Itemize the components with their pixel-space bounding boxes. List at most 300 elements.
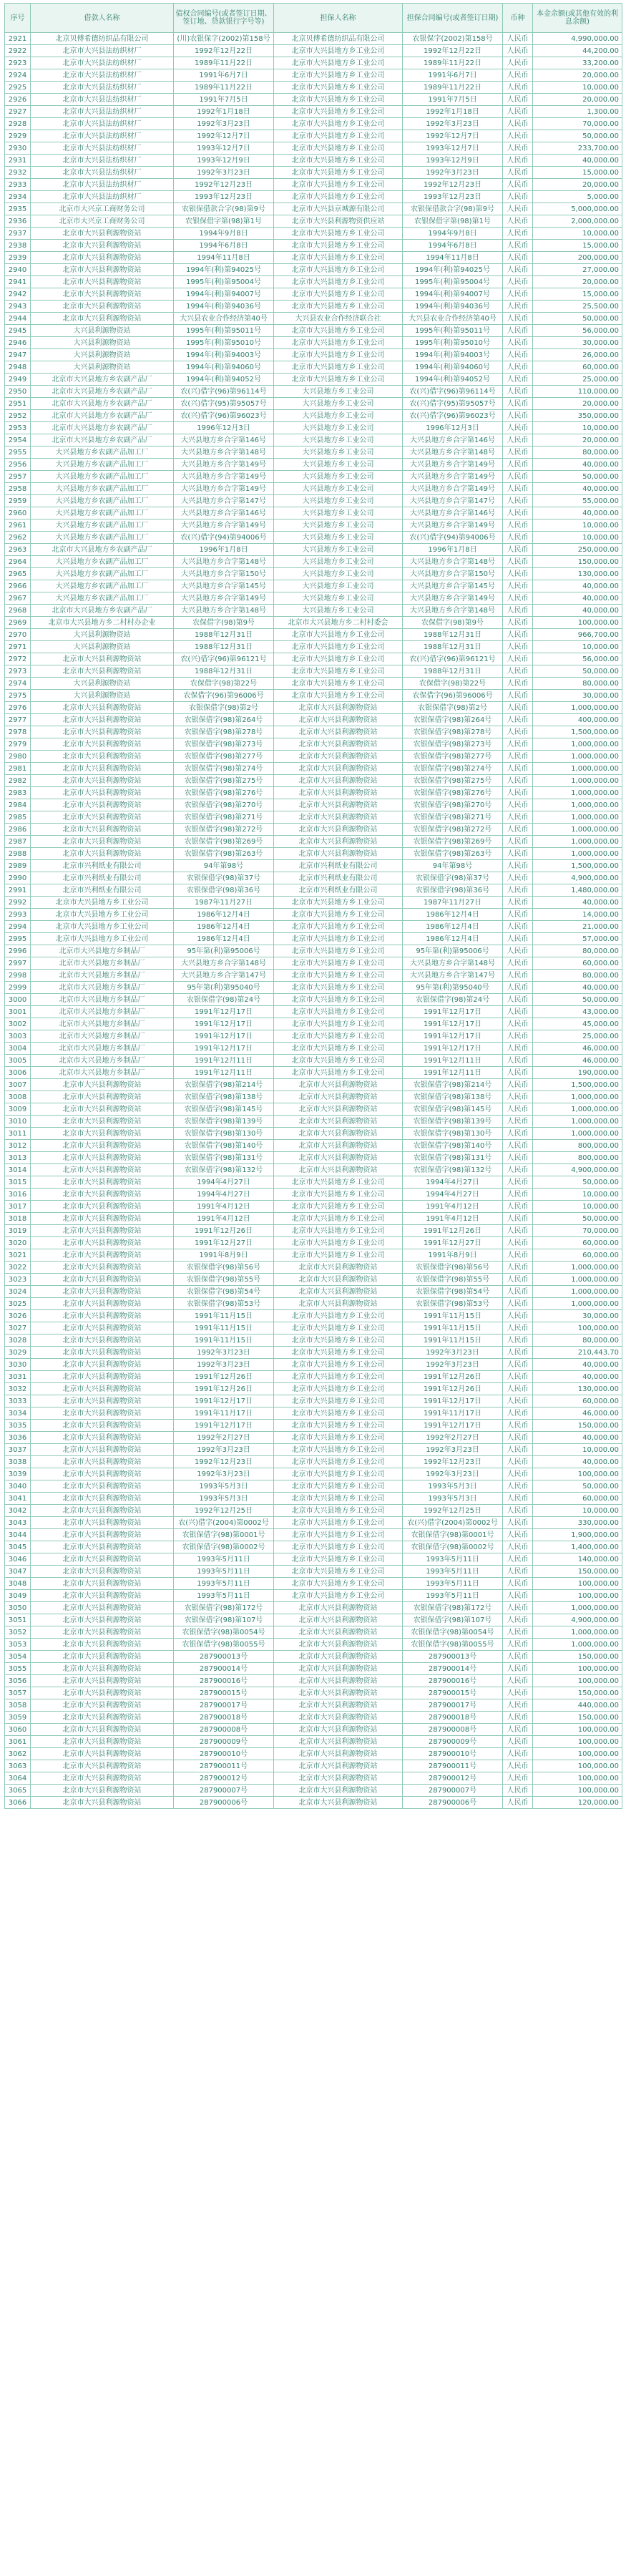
cell-guarantee-ref: 农保借字(98)第22号 [403,678,503,690]
table-row [5,361,622,374]
cell-guarantor: 北京贝傅希德纺织品有限公司 [274,33,403,45]
cell-amount: 40,000.00 [533,459,622,471]
cell-contract-ref: 1993年5月11日 [174,1590,274,1602]
cell-contract-ref: 1992年1月18日 [174,106,274,118]
table-row [5,1298,622,1310]
cell-amount: 1,300.00 [533,106,622,118]
cell-contract-ref: 农银保借字(98)第0055号 [174,1639,274,1651]
cell-guarantor: 大兴县地方乡工业公司 [274,592,403,605]
cell-seq: 3023 [5,1274,31,1286]
cell-amount: 1,400,000.00 [533,1541,622,1553]
cell-seq: 2974 [5,678,31,690]
cell-guarantee-ref: 农银保字(2002)第158号 [403,33,503,45]
cell-guarantor: 大兴县地方乡工业公司 [274,410,403,422]
cell-currency: 人民币 [503,1760,533,1772]
cell-currency: 人民币 [503,1371,533,1383]
cell-guarantee-ref: 大兴县地方乡合字第148号 [403,957,503,970]
cell-contract-ref: 农银保借字(98)第278号 [174,726,274,738]
cell-amount: 40,000.00 [533,483,622,495]
cell-guarantee-ref: 1991年12月26日 [403,1371,503,1383]
cell-guarantor: 北京市大兴县地方乡工业公司 [274,374,403,386]
cell-contract-ref: 1988年12月31日 [174,629,274,641]
cell-debtor: 北京市大兴县地方乡制品厂 [31,1055,174,1067]
cell-amount: 20,000.00 [533,179,622,191]
table-row [5,45,622,57]
cell-contract-ref: 大兴县地方乡合字第145号 [174,580,274,592]
cell-currency: 人民币 [503,556,533,568]
cell-guarantee-ref: 287900010号 [403,1748,503,1760]
cell-debtor: 北京市大兴县利源物资站 [31,1286,174,1298]
table-row [5,884,622,897]
cell-amount: 4,900,000.00 [533,1614,622,1626]
cell-debtor: 北京市大兴县利源物资站 [31,240,174,252]
cell-debtor: 北京市大兴县利源物资站 [31,1553,174,1566]
cell-debtor: 大兴县地方乡农副产品加工厂 [31,556,174,568]
cell-debtor: 大兴县地方乡农副产品加工厂 [31,532,174,544]
cell-contract-ref: 1991年12月17日 [174,1043,274,1055]
cell-contract-ref: 大兴县地方乡合字第147号 [174,970,274,982]
cell-amount: 1,000,000.00 [533,836,622,848]
cell-contract-ref: 农银保借字(98)第277号 [174,751,274,763]
cell-guarantor: 北京市大兴县地方乡工业公司 [274,1493,403,1505]
cell-currency: 人民币 [503,702,533,714]
cell-guarantor: 北京市大兴县利源物资站 [274,714,403,726]
table-row [5,288,622,301]
cell-guarantee-ref: 1994年6月8日 [403,240,503,252]
cell-seq: 3019 [5,1225,31,1237]
cell-guarantee-ref: 1991年12月17日 [403,1006,503,1018]
cell-contract-ref: 大兴县地方乡合字第146号 [174,434,274,447]
cell-seq: 2978 [5,726,31,738]
cell-seq: 2994 [5,921,31,933]
cell-guarantor: 北京市大兴县利源物资站 [274,1274,403,1286]
cell-debtor: 北京市大兴县利源物资站 [31,1541,174,1553]
cell-contract-ref: 287900011号 [174,1760,274,1772]
cell-contract-ref: 大兴县地方乡合字第147号 [174,495,274,507]
cell-contract-ref: 大兴县地方乡合字第149号 [174,519,274,532]
cell-guarantor: 北京市大兴县地方乡工业公司 [274,349,403,361]
cell-amount: 15,000.00 [533,240,622,252]
cell-guarantor: 北京市大兴县利源物资站 [274,1091,403,1103]
cell-currency: 人民币 [503,751,533,763]
cell-seq: 2976 [5,702,31,714]
cell-currency: 人民币 [503,787,533,799]
table-row [5,738,622,751]
cell-currency: 人民币 [503,1030,533,1043]
table-row [5,252,622,264]
table-row [5,1116,622,1128]
cell-currency: 人民币 [503,1395,533,1407]
cell-currency: 人民币 [503,1699,533,1712]
cell-seq: 3028 [5,1335,31,1347]
cell-guarantee-ref: 农银保借字(98)第36号 [403,884,503,897]
table-row [5,921,622,933]
cell-debtor: 北京市大兴县利源物资站 [31,1797,174,1809]
cell-guarantee-ref: 1994年4月27日 [403,1189,503,1201]
cell-guarantor: 北京市大兴县地方乡工业公司 [274,897,403,909]
cell-currency: 人民币 [503,1432,533,1444]
cell-debtor: 北京市大兴县法纺织材厂 [31,155,174,167]
cell-contract-ref: 1994年(利)第94025号 [174,264,274,276]
cell-contract-ref: 农银保借字(98)第55号 [174,1274,274,1286]
cell-debtor: 北京市大兴县利源物资站 [31,1213,174,1225]
table-row [5,1553,622,1566]
cell-amount: 57,000.00 [533,933,622,945]
cell-amount: 1,000,000.00 [533,763,622,775]
cell-seq: 3014 [5,1164,31,1176]
cell-contract-ref: 农银保借字(98)第263号 [174,848,274,860]
table-row [5,1383,622,1395]
cell-debtor: 北京市大兴县利源物资站 [31,653,174,665]
cell-currency: 人民币 [503,824,533,836]
cell-guarantee-ref: 农银保借字(98)第272号 [403,824,503,836]
cell-guarantee-ref: 1991年11月15日 [403,1335,503,1347]
cell-contract-ref: 287900012号 [174,1772,274,1785]
cell-guarantor: 北京市大兴县利源物资站 [274,848,403,860]
cell-guarantor: 北京市大兴县地方乡工业公司 [274,994,403,1006]
cell-seq: 3053 [5,1639,31,1651]
cell-seq: 2990 [5,872,31,884]
table-row [5,106,622,118]
cell-seq: 3049 [5,1590,31,1602]
cell-currency: 人民币 [503,1237,533,1249]
cell-contract-ref: 农银保借字(98)第0054号 [174,1626,274,1639]
table-row [5,751,622,763]
cell-guarantor: 北京市大兴县地方乡工业公司 [274,1505,403,1517]
cell-debtor: 大兴县地方乡农副产品加工厂 [31,580,174,592]
cell-amount: 20,000.00 [533,434,622,447]
cell-contract-ref: 大兴县地方乡合字第146号 [174,507,274,519]
cell-amount: 26,000.00 [533,349,622,361]
cell-seq: 3040 [5,1480,31,1493]
cell-guarantee-ref: 1994年11月8日 [403,252,503,264]
cell-seq: 3010 [5,1116,31,1128]
cell-currency: 人民币 [503,447,533,459]
cell-currency: 人民币 [503,240,533,252]
cell-amount: 1,000,000.00 [533,1286,622,1298]
cell-contract-ref: 农银保借字(98)第36号 [174,884,274,897]
cell-seq: 2972 [5,653,31,665]
cell-currency: 人民币 [503,994,533,1006]
cell-guarantor: 北京市大兴县利源物资站 [274,1152,403,1164]
cell-debtor: 北京市大兴县利源物资站 [31,1298,174,1310]
table-row [5,33,622,45]
cell-debtor: 大兴县地方乡农副产品加工厂 [31,483,174,495]
cell-guarantor: 北京市大兴县地方乡工业公司 [274,1432,403,1444]
cell-guarantor: 北京市大兴县地方乡工业公司 [274,1420,403,1432]
table-row [5,118,622,130]
cell-guarantor: 北京市大兴县利源物资站 [274,1760,403,1772]
cell-amount: 1,000,000.00 [533,1103,622,1116]
table-row [5,799,622,811]
cell-guarantee-ref: 1991年12月17日 [403,1420,503,1432]
cell-contract-ref: 1989年11月22日 [174,57,274,69]
cell-contract-ref: 1987年11月27日 [174,897,274,909]
cell-debtor: 北京市大兴县法纺织材厂 [31,106,174,118]
cell-guarantee-ref: 1991年12月17日 [403,1018,503,1030]
cell-currency: 人民币 [503,1553,533,1566]
cell-debtor: 北京市大兴县利源物资站 [31,848,174,860]
cell-contract-ref: 1991年12月26日 [174,1371,274,1383]
cell-contract-ref: 农银保借字(98)第107号 [174,1614,274,1626]
cell-guarantee-ref: 1991年6月7日 [403,69,503,82]
cell-currency: 人民币 [503,301,533,313]
cell-guarantee-ref: 大兴县地方乡合字第149号 [403,592,503,605]
cell-currency: 人民币 [503,1541,533,1553]
cell-currency: 人民币 [503,592,533,605]
table-row [5,1687,622,1699]
table-row [5,1164,622,1176]
cell-currency: 人民币 [503,337,533,349]
cell-currency: 人民币 [503,1651,533,1663]
cell-currency: 人民币 [503,361,533,374]
cell-contract-ref: 1991年12月11日 [174,1055,274,1067]
cell-seq: 3033 [5,1395,31,1407]
cell-debtor: 北京市大兴县利源物资站 [31,787,174,799]
cell-guarantor: 大兴县地方乡工业公司 [274,544,403,556]
cell-guarantee-ref: 1986年12月4日 [403,921,503,933]
table-row [5,57,622,69]
cell-debtor: 北京市大兴县利源物资站 [31,1687,174,1699]
cell-amount: 1,000,000.00 [533,775,622,787]
cell-guarantee-ref: 1988年12月31日 [403,629,503,641]
cell-debtor: 北京市大兴县利源物资站 [31,1760,174,1772]
table-row [5,1067,622,1079]
cell-currency: 人民币 [503,106,533,118]
cell-guarantee-ref: 1987年11月27日 [403,897,503,909]
cell-debtor: 北京市大兴县利源物资站 [31,301,174,313]
cell-seq: 2959 [5,495,31,507]
cell-guarantor: 北京市大兴县地方乡工业公司 [274,1395,403,1407]
cell-currency: 人民币 [503,459,533,471]
table-row [5,325,622,337]
cell-debtor: 北京市大兴县利源物资站 [31,1699,174,1712]
cell-amount: 1,000,000.00 [533,799,622,811]
header-seq: 序号 [5,4,31,33]
cell-amount: 46,000.00 [533,1043,622,1055]
cell-amount: 150,000.00 [533,1651,622,1663]
cell-seq: 2989 [5,860,31,872]
cell-seq: 3041 [5,1493,31,1505]
cell-seq: 3046 [5,1553,31,1566]
table-row [5,337,622,349]
cell-amount: 4,900,000.00 [533,1164,622,1176]
cell-contract-ref: 1994年(利)第94052号 [174,374,274,386]
cell-amount: 40,000.00 [533,507,622,519]
cell-amount: 1,500,000.00 [533,726,622,738]
cell-debtor: 北京市大兴县利源物资站 [31,1322,174,1335]
cell-currency: 人民币 [503,1213,533,1225]
cell-seq: 2927 [5,106,31,118]
cell-guarantee-ref: 农银保借字(98)第0054号 [403,1626,503,1639]
cell-amount: 20,000.00 [533,69,622,82]
cell-contract-ref: 1991年4月12日 [174,1213,274,1225]
cell-amount: 440,000.00 [533,1699,622,1712]
cell-guarantor: 大兴县地方乡工业公司 [274,556,403,568]
cell-guarantor: 北京市大兴县利源物资站 [274,1079,403,1091]
cell-guarantee-ref: 1992年3月23日 [403,167,503,179]
table-row [5,142,622,155]
cell-contract-ref: 1992年12月7日 [174,130,274,142]
table-row [5,1480,622,1493]
cell-amount: 30,000.00 [533,1310,622,1322]
cell-currency: 人民币 [503,1116,533,1128]
cell-guarantor: 北京市大兴县利源物资站 [274,1614,403,1626]
cell-seq: 2937 [5,228,31,240]
cell-guarantor: 大兴县地方乡工业公司 [274,519,403,532]
cell-guarantor: 北京市大兴县地方乡工业公司 [274,82,403,94]
cell-debtor: 北京市大兴县利源物资站 [31,1140,174,1152]
cell-currency: 人民币 [503,848,533,860]
cell-debtor: 北京市大兴县地方乡农副产品厂 [31,434,174,447]
table-row [5,678,622,690]
cell-guarantor: 北京市大兴县地方乡工业公司 [274,1517,403,1529]
table-row [5,1359,622,1371]
cell-seq: 2963 [5,544,31,556]
cell-amount: 1,000,000.00 [533,1274,622,1286]
cell-contract-ref: 1993年5月11日 [174,1578,274,1590]
cell-contract-ref: 农银保借字(98)第275号 [174,775,274,787]
cell-debtor: 大兴县利源物资站 [31,678,174,690]
cell-guarantor: 大兴县地方乡工业公司 [274,422,403,434]
cell-guarantor: 北京市大兴县利源物资站 [274,1699,403,1712]
table-row [5,1225,622,1237]
cell-amount: 50,000.00 [533,313,622,325]
cell-contract-ref: 大兴县地方乡合字第148号 [174,957,274,970]
cell-amount: 15,000.00 [533,167,622,179]
cell-amount: 40,000.00 [533,605,622,617]
cell-guarantor: 北京市大兴县地方乡工业公司 [274,1030,403,1043]
cell-seq: 2988 [5,848,31,860]
cell-guarantor: 北京市大兴县地方乡工业公司 [274,933,403,945]
cell-guarantee-ref: 1994年9月8日 [403,228,503,240]
cell-guarantee-ref: 农银保借字(98)第0001号 [403,1529,503,1541]
table-row [5,459,622,471]
cell-guarantor: 北京市大兴县利源物资站 [274,751,403,763]
cell-guarantee-ref: 1992年12月23日 [403,1456,503,1468]
table-row [5,994,622,1006]
cell-currency: 人民币 [503,57,533,69]
cell-currency: 人民币 [503,1128,533,1140]
cell-amount: 70,000.00 [533,1225,622,1237]
cell-contract-ref: 1993年5月3日 [174,1480,274,1493]
cell-guarantor: 北京市大兴县地方乡工业公司 [274,982,403,994]
cell-debtor: 北京市大兴县利源物资站 [31,1748,174,1760]
table-row [5,763,622,775]
cell-debtor: 大兴县地方乡农副产品加工厂 [31,568,174,580]
table-row [5,507,622,519]
table-row [5,1529,622,1541]
cell-currency: 人民币 [503,617,533,629]
cell-guarantor: 北京市大兴县利源物资站 [274,702,403,714]
cell-seq: 2964 [5,556,31,568]
cell-guarantee-ref: 1994年4月27日 [403,1176,503,1189]
cell-currency: 人民币 [503,1480,533,1493]
cell-contract-ref: 1992年2月27日 [174,1432,274,1444]
table-row [5,1030,622,1043]
cell-amount: 40,000.00 [533,1371,622,1383]
debt-ledger-table [4,3,622,1809]
cell-seq: 3027 [5,1322,31,1335]
cell-guarantor: 北京市大兴县利源物资站 [274,1748,403,1760]
cell-guarantor: 北京市大兴县地方乡工业公司 [274,1553,403,1566]
cell-contract-ref: 1991年12月17日 [174,1006,274,1018]
cell-debtor: 北京市大兴县利源物资站 [31,1371,174,1383]
cell-contract-ref: 1986年12月4日 [174,921,274,933]
table-row [5,848,622,860]
cell-amount: 233,700.00 [533,142,622,155]
cell-currency: 人民币 [503,1225,533,1237]
cell-amount: 1,000,000.00 [533,751,622,763]
cell-seq: 3039 [5,1468,31,1480]
cell-currency: 人民币 [503,775,533,787]
cell-currency: 人民币 [503,909,533,921]
cell-guarantor: 北京市大兴县地方乡工业公司 [274,142,403,155]
cell-seq: 2945 [5,325,31,337]
cell-amount: 10,000.00 [533,82,622,94]
cell-guarantee-ref: 农银保借字(98)第214号 [403,1079,503,1091]
cell-seq: 3000 [5,994,31,1006]
cell-contract-ref: 农银保借字(98)第24号 [174,994,274,1006]
cell-guarantee-ref: 1993年12月7日 [403,142,503,155]
cell-amount: 100,000.00 [533,1590,622,1602]
cell-debtor: 大兴县地方乡农副产品加工厂 [31,592,174,605]
cell-debtor: 北京贝傅希德纺织品有限公司 [31,33,174,45]
table-row [5,787,622,799]
cell-guarantor: 大兴县地方乡工业公司 [274,471,403,483]
cell-guarantor: 北京市大兴县地方乡工业公司 [274,167,403,179]
cell-amount: 10,000.00 [533,1201,622,1213]
cell-amount: 60,000.00 [533,1395,622,1407]
cell-guarantor: 北京市大兴县利源物资站 [274,824,403,836]
cell-currency: 人民币 [503,1018,533,1030]
cell-seq: 2922 [5,45,31,57]
cell-contract-ref: 农保借字(98)第9号 [174,617,274,629]
cell-guarantee-ref: 1995年(利)第95011号 [403,325,503,337]
cell-debtor: 北京市大兴县地方乡制品厂 [31,945,174,957]
cell-guarantee-ref: 1991年4月12日 [403,1201,503,1213]
cell-guarantor: 北京市大兴县利源物资站 [274,1262,403,1274]
cell-guarantee-ref: 1993年5月11日 [403,1590,503,1602]
cell-guarantor: 北京市大兴县利源物资站 [274,1286,403,1298]
cell-currency: 人民币 [503,191,533,203]
cell-amount: 1,000,000.00 [533,787,622,799]
cell-debtor: 大兴县利源物资站 [31,325,174,337]
cell-currency: 人民币 [503,1140,533,1152]
cell-guarantor: 北京市大兴县地方乡工业公司 [274,1176,403,1189]
cell-currency: 人民币 [503,1602,533,1614]
cell-seq: 2951 [5,398,31,410]
cell-currency: 人民币 [503,94,533,106]
cell-contract-ref: 农银保借字(98)第56号 [174,1262,274,1274]
cell-currency: 人民币 [503,434,533,447]
table-row [5,313,622,325]
cell-amount: 60,000.00 [533,1237,622,1249]
cell-guarantee-ref: 农保借字(98)第9号 [403,617,503,629]
cell-contract-ref: 农银保借字(98)第53号 [174,1298,274,1310]
header-amount: 本金余额(或其他有效的利息余额) [533,4,622,33]
table-row [5,714,622,726]
table-row [5,374,622,386]
cell-guarantee-ref: 1993年5月3日 [403,1480,503,1493]
cell-currency: 人民币 [503,1420,533,1432]
cell-seq: 3036 [5,1432,31,1444]
cell-guarantor: 北京市大兴县利源物资站 [274,836,403,848]
cell-seq: 3044 [5,1529,31,1541]
cell-amount: 15,000.00 [533,288,622,301]
cell-guarantor: 大兴县地方乡工业公司 [274,459,403,471]
table-row [5,1249,622,1262]
